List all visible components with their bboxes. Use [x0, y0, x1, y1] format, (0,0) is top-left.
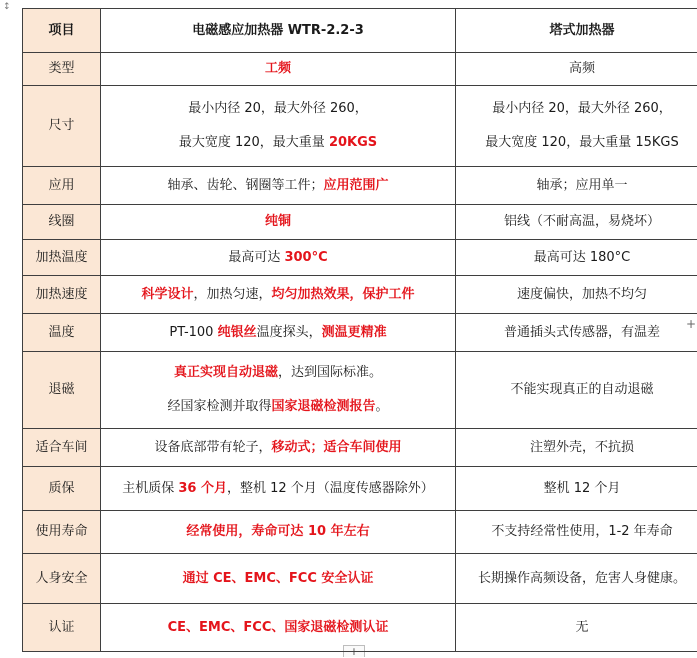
cell-line — [105, 364, 451, 382]
cell-a — [101, 467, 456, 511]
cell-text: 最高可达 — [228, 250, 284, 265]
cell-text: 主机质保 — [122, 481, 178, 496]
cell-b: 普通插头式传感器，有温差 — [456, 314, 697, 352]
highlight-text: 真正实现自动退磁 — [174, 365, 278, 380]
cell-a — [101, 167, 456, 205]
cell-b: 整机 12 个月 — [456, 467, 697, 511]
highlight-text: 移动式；适合车间使用 — [272, 440, 402, 455]
table-row-workshop — [23, 429, 697, 467]
cell-line — [105, 134, 451, 152]
row-label: 使用寿命 — [23, 511, 101, 554]
cell-text: 最大宽度 120，最大重量 — [179, 135, 329, 150]
highlight-text: 纯银丝 — [218, 325, 257, 340]
table-row-heating-speed — [23, 276, 697, 314]
table-row-service-life — [23, 511, 697, 554]
highlight-text: 科学设计 — [141, 287, 193, 302]
cell-line: 最小内径 20，最大外径 260， — [105, 100, 451, 118]
cell-b: 长期操作高频设备，危害人身健康。 — [456, 554, 697, 604]
cell-b: 铝线（不耐高温，易烧坏） — [456, 205, 697, 240]
cell-b — [456, 86, 697, 167]
table-row-heating-temp — [23, 240, 697, 276]
row-label: 尺寸 — [23, 86, 101, 167]
table-row-type — [23, 53, 697, 86]
table-row-coil — [23, 205, 697, 240]
row-label: 温度 — [23, 314, 101, 352]
cell-text: ，整机 12 个月（温度传感器除外） — [227, 481, 434, 496]
cell-a — [101, 429, 456, 467]
table-row-application — [23, 167, 697, 205]
cell-text: 经国家检测并取得 — [167, 399, 271, 414]
cell-b: 不能实现真正的自动退磁 — [456, 352, 697, 429]
header-product-b-cell: 塔式加热器 — [456, 9, 697, 53]
cell-a — [101, 352, 456, 429]
cell-b: 轴承；应用单一 — [456, 167, 697, 205]
cell-b: 高频 — [456, 53, 697, 86]
highlight-text: 36 个月 — [178, 481, 227, 496]
row-label: 应用 — [23, 167, 101, 205]
cell-text: ，加热匀速， — [193, 287, 271, 302]
cell-a — [101, 276, 456, 314]
cell-a — [101, 604, 456, 652]
row-label: 适合车间 — [23, 429, 101, 467]
table-row-personal-safety — [23, 554, 697, 604]
highlight-text: 工频 — [265, 61, 291, 76]
cell-a — [101, 511, 456, 554]
cell-line — [105, 398, 451, 416]
highlight-text: 纯铜 — [265, 214, 291, 229]
cell-a — [101, 240, 456, 276]
add-row-plus-icon[interactable]: + — [343, 645, 365, 657]
cell-text: 轴承、齿轮、钢圈等工件； — [167, 178, 323, 193]
table-row-temp-probe — [23, 314, 697, 352]
cell-line: 最大宽度 120，最大重量 15KGS — [460, 134, 697, 152]
table-row-size — [23, 86, 697, 167]
highlight-text: 通过 CE、EMC、FCC 安全认证 — [183, 571, 374, 586]
highlight-text: 300°C — [284, 250, 327, 265]
row-label: 加热速度 — [23, 276, 101, 314]
row-label: 质保 — [23, 467, 101, 511]
table-move-handle-icon[interactable]: ↕ — [3, 2, 13, 12]
highlight-text: 测温更精准 — [322, 325, 387, 340]
cell-text: 温度探头， — [257, 325, 322, 340]
cell-b: 无 — [456, 604, 697, 652]
cell-text: 。 — [376, 399, 389, 414]
comparison-table — [22, 8, 697, 652]
cell-b: 速度偏快，加热不均匀 — [456, 276, 697, 314]
cell-b: 最高可达 180°C — [456, 240, 697, 276]
cell-a — [101, 554, 456, 604]
cell-text: 设备底部带有轮子， — [154, 440, 271, 455]
row-label: 退磁 — [23, 352, 101, 429]
row-label: 认证 — [23, 604, 101, 652]
header-product-a-cell: 电磁感应加热器 WTR-2.2-3 — [101, 9, 456, 53]
table-row-demagnetize — [23, 352, 697, 429]
header-item-cell: 项目 — [23, 9, 101, 53]
highlight-text: 20KGS — [329, 135, 377, 150]
cell-b: 不支持经常性使用，1-2 年寿命 — [456, 511, 697, 554]
row-label: 加热温度 — [23, 240, 101, 276]
table-row-certification — [23, 604, 697, 652]
highlight-text: CE、EMC、FCC、国家退磁检测认证 — [168, 620, 389, 635]
row-label: 人身安全 — [23, 554, 101, 604]
highlight-text: 经常使用，寿命可达 10 年左右 — [186, 524, 369, 539]
cell-text: PT-100 — [169, 325, 217, 340]
add-column-plus-icon[interactable]: + — [685, 318, 697, 330]
cell-a — [101, 86, 456, 167]
cell-a — [101, 205, 456, 240]
cell-a — [101, 53, 456, 86]
highlight-text: 国家退磁检测报告 — [271, 399, 375, 414]
table-header-row — [23, 9, 697, 53]
cell-text: ，达到国际标准。 — [278, 365, 382, 380]
cell-b: 注塑外壳，不抗损 — [456, 429, 697, 467]
highlight-text: 均匀加热效果，保护工件 — [272, 287, 415, 302]
table-row-warranty — [23, 467, 697, 511]
row-label: 类型 — [23, 53, 101, 86]
cell-line: 最小内径 20，最大外径 260， — [460, 100, 697, 118]
highlight-text: 应用范围广 — [324, 178, 389, 193]
cell-a — [101, 314, 456, 352]
row-label: 线圈 — [23, 205, 101, 240]
